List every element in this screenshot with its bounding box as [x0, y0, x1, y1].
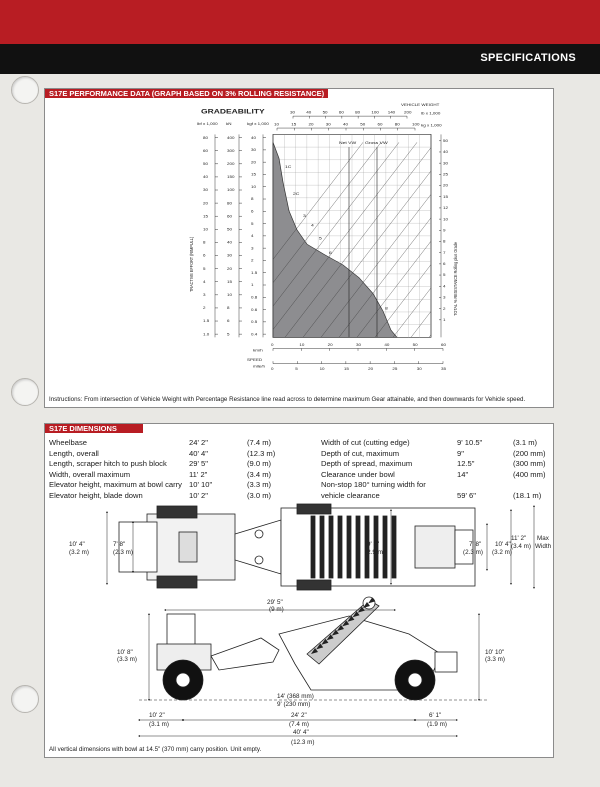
- resistance-tick: 20: [442, 183, 448, 188]
- section-header-bar: [0, 44, 600, 74]
- axis-tick: 300: [227, 148, 235, 153]
- lb-tick: 30: [290, 110, 295, 115]
- axis-tick: 2: [251, 258, 254, 263]
- mph-tick: 35: [441, 366, 446, 371]
- axis-tick: 60: [203, 148, 208, 153]
- resistance-label: TOTAL % RESISTANCE Rolling plus Grade: [452, 242, 459, 316]
- kmh-tick: 20: [327, 342, 333, 347]
- tractive-label: TRACTIVE EFFORT (RIMPULL): [188, 236, 195, 292]
- dimension-label: Length, scraper hitch to push block: [49, 459, 167, 468]
- dimension-metric: (18.1 m): [513, 490, 542, 500]
- dimension-imperial: 40' 4": [189, 448, 208, 458]
- mph-tick: 25: [392, 366, 398, 371]
- axis-tick: 40: [251, 135, 256, 140]
- resistance-tick: 50: [442, 138, 448, 143]
- resistance-tick: 2: [442, 306, 446, 311]
- axis-tick: 10: [203, 226, 208, 232]
- dimension-imperial: 10' 2": [189, 490, 208, 500]
- svg-text:(2.9 m): (2.9 m): [365, 549, 385, 556]
- svg-text:14' (368 mm): 14' (368 mm): [277, 693, 314, 700]
- axis-tick: 30: [251, 147, 256, 152]
- svg-text:(3.3 m): (3.3 m): [485, 656, 505, 663]
- svg-text:7' 8": 7' 8": [469, 541, 482, 548]
- dimension-row: [49, 480, 299, 491]
- kmh-tick: 40: [384, 342, 390, 347]
- dimension-label: Length, overall: [49, 448, 99, 458]
- dimension-label: Depth of cut, maximum: [321, 448, 400, 458]
- axis-tick: 200: [227, 161, 235, 166]
- binder-hole: [11, 378, 39, 406]
- resistance-tick: 4: [442, 283, 446, 289]
- net-vw-label: Net VW: [339, 140, 357, 145]
- svg-text:(7.4 m): (7.4 m): [289, 721, 309, 728]
- dimension-imperial: 12.5": [457, 459, 475, 468]
- svg-text:6' 1": 6' 1": [429, 712, 442, 719]
- svg-text:(3.4 m): (3.4 m): [511, 543, 531, 550]
- mph-tick: 10: [319, 366, 325, 371]
- dimension-metric: (400 mm): [513, 469, 546, 479]
- kg-tick: 60: [377, 122, 383, 127]
- axis-tick: 6: [203, 253, 206, 258]
- gradeability-chart: [181, 101, 471, 397]
- axis-tick: 20: [203, 200, 208, 206]
- dimension-label: Wheelbase: [49, 438, 87, 447]
- dimension-row: [49, 449, 299, 460]
- binder-hole: [11, 685, 39, 713]
- lb-tick: 40: [306, 110, 312, 115]
- kg-tick: 10: [274, 122, 279, 127]
- axis-tick: 10: [251, 184, 256, 189]
- axis-tick: 60: [227, 213, 232, 219]
- performance-heading: S17E PERFORMANCE DATA (GRAPH BASED ON 3% ROLLING RESISTANCE): [45, 89, 328, 98]
- vehicle-weight-label: VEHICLE WEIGHT: [401, 102, 440, 107]
- axis-tick: 5: [251, 221, 254, 226]
- svg-text:9' 8": 9' 8": [367, 541, 380, 548]
- svg-text:(12.3 m): (12.3 m): [291, 739, 315, 746]
- axis-tick: 50: [203, 161, 208, 166]
- axis-tick: 15: [251, 172, 256, 177]
- axis-tick: 6: [227, 318, 230, 324]
- dimension-row: [321, 480, 549, 491]
- dimension-row: [321, 491, 549, 502]
- dimension-imperial: 10' 10": [189, 480, 213, 489]
- lb-tick: 200: [404, 110, 412, 115]
- resistance-tick: 5: [442, 272, 446, 278]
- dimension-metric: (7.4 m): [247, 438, 272, 447]
- kg-tick: 20: [308, 122, 314, 127]
- dimension-row: [321, 459, 549, 470]
- axis-tick: 80: [203, 135, 208, 140]
- svg-text:Max: Max: [537, 535, 549, 542]
- svg-text:(2.3 m): (2.3 m): [113, 549, 133, 556]
- dimensions-panel: [44, 423, 554, 758]
- dimension-label: Elevator height, maximum at bowl carry: [49, 480, 182, 489]
- dimension-metric: (3.3 m): [247, 480, 272, 489]
- axis-tick: 40: [227, 240, 232, 245]
- svg-text:(3.2 m): (3.2 m): [492, 549, 512, 556]
- svg-text:10' 4": 10' 4": [495, 541, 511, 548]
- gear-label: 1C: [285, 164, 292, 169]
- axis-tick: 30: [203, 187, 208, 193]
- dimension-row: [321, 438, 549, 449]
- svg-text:10' 8": 10' 8": [117, 649, 133, 656]
- kmh-label: km/h: [253, 348, 263, 353]
- axis-tick: 20: [227, 266, 232, 271]
- axis-tick: 8: [251, 196, 254, 202]
- gear-label: 8: [385, 305, 388, 311]
- mph-tick: 0: [271, 366, 274, 371]
- lb-tick: 100: [371, 110, 379, 115]
- lbf-header: lbf x 1,000: [197, 121, 218, 126]
- mph-tick: 5: [295, 366, 298, 371]
- svg-text:(3.2 m): (3.2 m): [69, 549, 89, 556]
- dimension-metric: (200 mm): [513, 448, 546, 458]
- resistance-tick: 12: [442, 205, 448, 210]
- dimension-metric: (3.4 m): [247, 469, 272, 479]
- kmh-tick: 50: [412, 342, 418, 347]
- dimension-imperial: 59' 6": [457, 490, 476, 500]
- kg-tick: 80: [394, 122, 400, 127]
- mph-tick: 20: [368, 366, 374, 371]
- lb-tick: 60: [338, 110, 344, 115]
- dimension-label: Non-stop 180° turning width for: [321, 480, 426, 489]
- gear-label: 2C: [293, 191, 300, 196]
- svg-text:24' 2": 24' 2": [291, 712, 307, 719]
- axis-tick: 3: [203, 292, 206, 297]
- svg-text:7' 8": 7' 8": [113, 541, 126, 548]
- dimension-label: vehicle clearance: [321, 490, 380, 500]
- axis-tick: 8: [203, 240, 206, 245]
- svg-text:29' 5": 29' 5": [267, 599, 283, 606]
- lb-tick: 80: [355, 110, 361, 115]
- dimension-row: [49, 459, 299, 470]
- kmh-tick: 0: [271, 342, 274, 347]
- dimension-label: Depth of spread, maximum: [321, 459, 413, 468]
- dimension-imperial: 29' 5": [189, 459, 208, 468]
- axis-tick: 6: [251, 208, 254, 214]
- axis-tick: 1: [251, 282, 254, 288]
- axis-tick: 4: [203, 279, 206, 284]
- resistance-tick: 15: [442, 194, 448, 199]
- binder-hole: [11, 76, 39, 104]
- dimension-label: Elevator height, blade down: [49, 490, 143, 500]
- axis-tick: 15: [203, 213, 208, 219]
- kg-tick: 50: [360, 122, 366, 127]
- resistance-tick: 9: [442, 227, 446, 233]
- axis-tick: 1.5: [203, 318, 210, 324]
- resistance-tick: 6: [442, 261, 446, 266]
- mph-label: mile/h: [253, 364, 265, 369]
- axis-tick: 4: [251, 233, 254, 238]
- dimension-row: [49, 438, 299, 449]
- kmh-tick: 10: [299, 342, 305, 347]
- svg-text:Width: Width: [535, 543, 552, 550]
- axis-tick: 150: [227, 174, 235, 179]
- dimension-label: Width, overall maximum: [49, 469, 131, 479]
- axis-tick: 20: [251, 159, 256, 165]
- dimension-label: Width of cut (cutting edge): [321, 438, 410, 447]
- svg-text:(3.1 m): (3.1 m): [149, 721, 169, 728]
- axis-tick: 2: [203, 305, 206, 311]
- resistance-tick: 1: [442, 317, 446, 322]
- side-view: [157, 597, 457, 700]
- axis-tick: 400: [227, 135, 235, 140]
- dimension-row: [321, 449, 549, 460]
- axis-tick: 15: [227, 279, 232, 284]
- axis-tick: 30: [227, 253, 232, 258]
- svg-text:(2.3 m): (2.3 m): [463, 549, 483, 556]
- speed-scales: [271, 343, 447, 371]
- dimension-imperial: 9' 10.5": [457, 438, 483, 447]
- lb-tick: 140: [387, 110, 396, 115]
- dimension-metric: (12.3 m): [247, 448, 276, 458]
- axis-tick: 100: [227, 187, 235, 193]
- gross-vw-label: Gross VW: [365, 140, 388, 145]
- kmh-tick: 30: [356, 342, 361, 347]
- weight-unit-kg: kg x 1,000: [421, 122, 442, 128]
- dimension-metric: (300 mm): [513, 459, 546, 468]
- kn-header: kN: [226, 121, 232, 126]
- axis-tick: 80: [227, 200, 232, 206]
- kgf-header: kgf x 1,000: [247, 121, 269, 126]
- axis-tick: 40: [203, 174, 208, 179]
- mph-tick: 30: [416, 366, 422, 371]
- performance-panel: [44, 88, 554, 408]
- dimension-row: [321, 470, 549, 481]
- svg-text:11' 2": 11' 2": [511, 535, 527, 542]
- dimension-imperial: 11' 2": [189, 469, 208, 479]
- gear-label: 4: [311, 223, 314, 228]
- svg-text:(9 m): (9 m): [269, 606, 284, 613]
- dimension-imperial: 24' 2": [189, 438, 208, 447]
- mph-tick: 15: [343, 366, 349, 371]
- svg-text:10' 2": 10' 2": [149, 712, 165, 719]
- axis-tick: 50: [227, 226, 232, 232]
- resistance-tick: 30: [442, 160, 448, 166]
- axis-tick: 0.8: [251, 294, 258, 300]
- resistance-tick: 40: [442, 149, 448, 155]
- svg-text:10' 4": 10' 4": [69, 541, 85, 548]
- dimensions-right-table: [321, 438, 549, 501]
- dimensions-heading: S17E DIMENSIONS: [45, 424, 143, 433]
- kg-tick: 15: [291, 122, 297, 127]
- resistance-tick: 7: [442, 250, 446, 255]
- resistance-tick: 8: [442, 239, 446, 244]
- axis-tick: 1.0: [203, 331, 210, 337]
- instructions-text: Instructions: From intersection of Vehicle Weight with Percentage Resistance line read across to determine maximum Gear attainable, and then downwards for Vehicle speed.: [49, 396, 526, 403]
- dimension-imperial: 9": [457, 448, 464, 458]
- dimension-row: [49, 470, 299, 481]
- top-color-bar: [0, 0, 600, 44]
- axis-tick: 3: [251, 245, 254, 251]
- dimension-imperial: 14": [457, 469, 469, 479]
- svg-text:(1.9 m): (1.9 m): [427, 721, 447, 728]
- axis-tick: 10: [227, 292, 232, 297]
- gear-label: 6: [329, 250, 332, 255]
- gear-label: 5: [319, 235, 322, 241]
- chart-title: GRADEABILITY: [201, 107, 265, 116]
- axis-tick: 1.5: [251, 270, 258, 275]
- left-scales: [203, 134, 266, 337]
- weight-unit-lb: lb x 1,000: [421, 111, 441, 116]
- page-title: SPECIFICATIONS: [480, 52, 576, 64]
- speed-label: SPEED: [247, 357, 263, 363]
- svg-text:40' 4": 40' 4": [293, 729, 309, 736]
- gear-label: 3: [303, 213, 306, 219]
- axis-tick: 0.6: [251, 307, 258, 312]
- axis-tick: 8: [227, 305, 230, 311]
- axis-tick: 0.5: [251, 319, 258, 324]
- kg-scale: [274, 122, 420, 130]
- axis-tick: 5: [227, 331, 230, 337]
- dimensions-footnote: All vertical dimensions with bowl at 14.5" (370 mm) carry position. Unit empty.: [49, 746, 262, 753]
- dimension-metric: (9.0 m): [247, 459, 272, 468]
- dimension-row: [49, 491, 299, 502]
- kg-tick: 30: [325, 122, 331, 127]
- dimensions-left-table: [49, 438, 299, 501]
- plan-view: [119, 504, 475, 590]
- resistance-tick: 3: [442, 295, 446, 300]
- resistance-tick: 25: [442, 172, 448, 177]
- kg-tick: 40: [343, 122, 348, 127]
- scraper-drawing: [49, 504, 552, 754]
- lb-scale: [290, 110, 412, 118]
- axis-tick: 5: [203, 266, 206, 271]
- axis-tick: 0.4: [251, 331, 258, 337]
- svg-text:9' (230 mm): 9' (230 mm): [277, 701, 311, 708]
- kg-tick: 100: [412, 122, 420, 127]
- dimension-metric: (3.1 m): [513, 438, 538, 447]
- svg-text:10' 10": 10' 10": [485, 649, 505, 656]
- resistance-scale: [439, 134, 449, 337]
- resistance-tick: 10: [442, 216, 448, 222]
- dimension-metric: (3.0 m): [247, 490, 272, 500]
- lb-tick: 50: [322, 110, 328, 115]
- dimension-label: Clearance under bowl: [321, 469, 395, 479]
- kmh-tick: 60: [441, 342, 446, 347]
- svg-text:(3.3 m): (3.3 m): [117, 656, 137, 663]
